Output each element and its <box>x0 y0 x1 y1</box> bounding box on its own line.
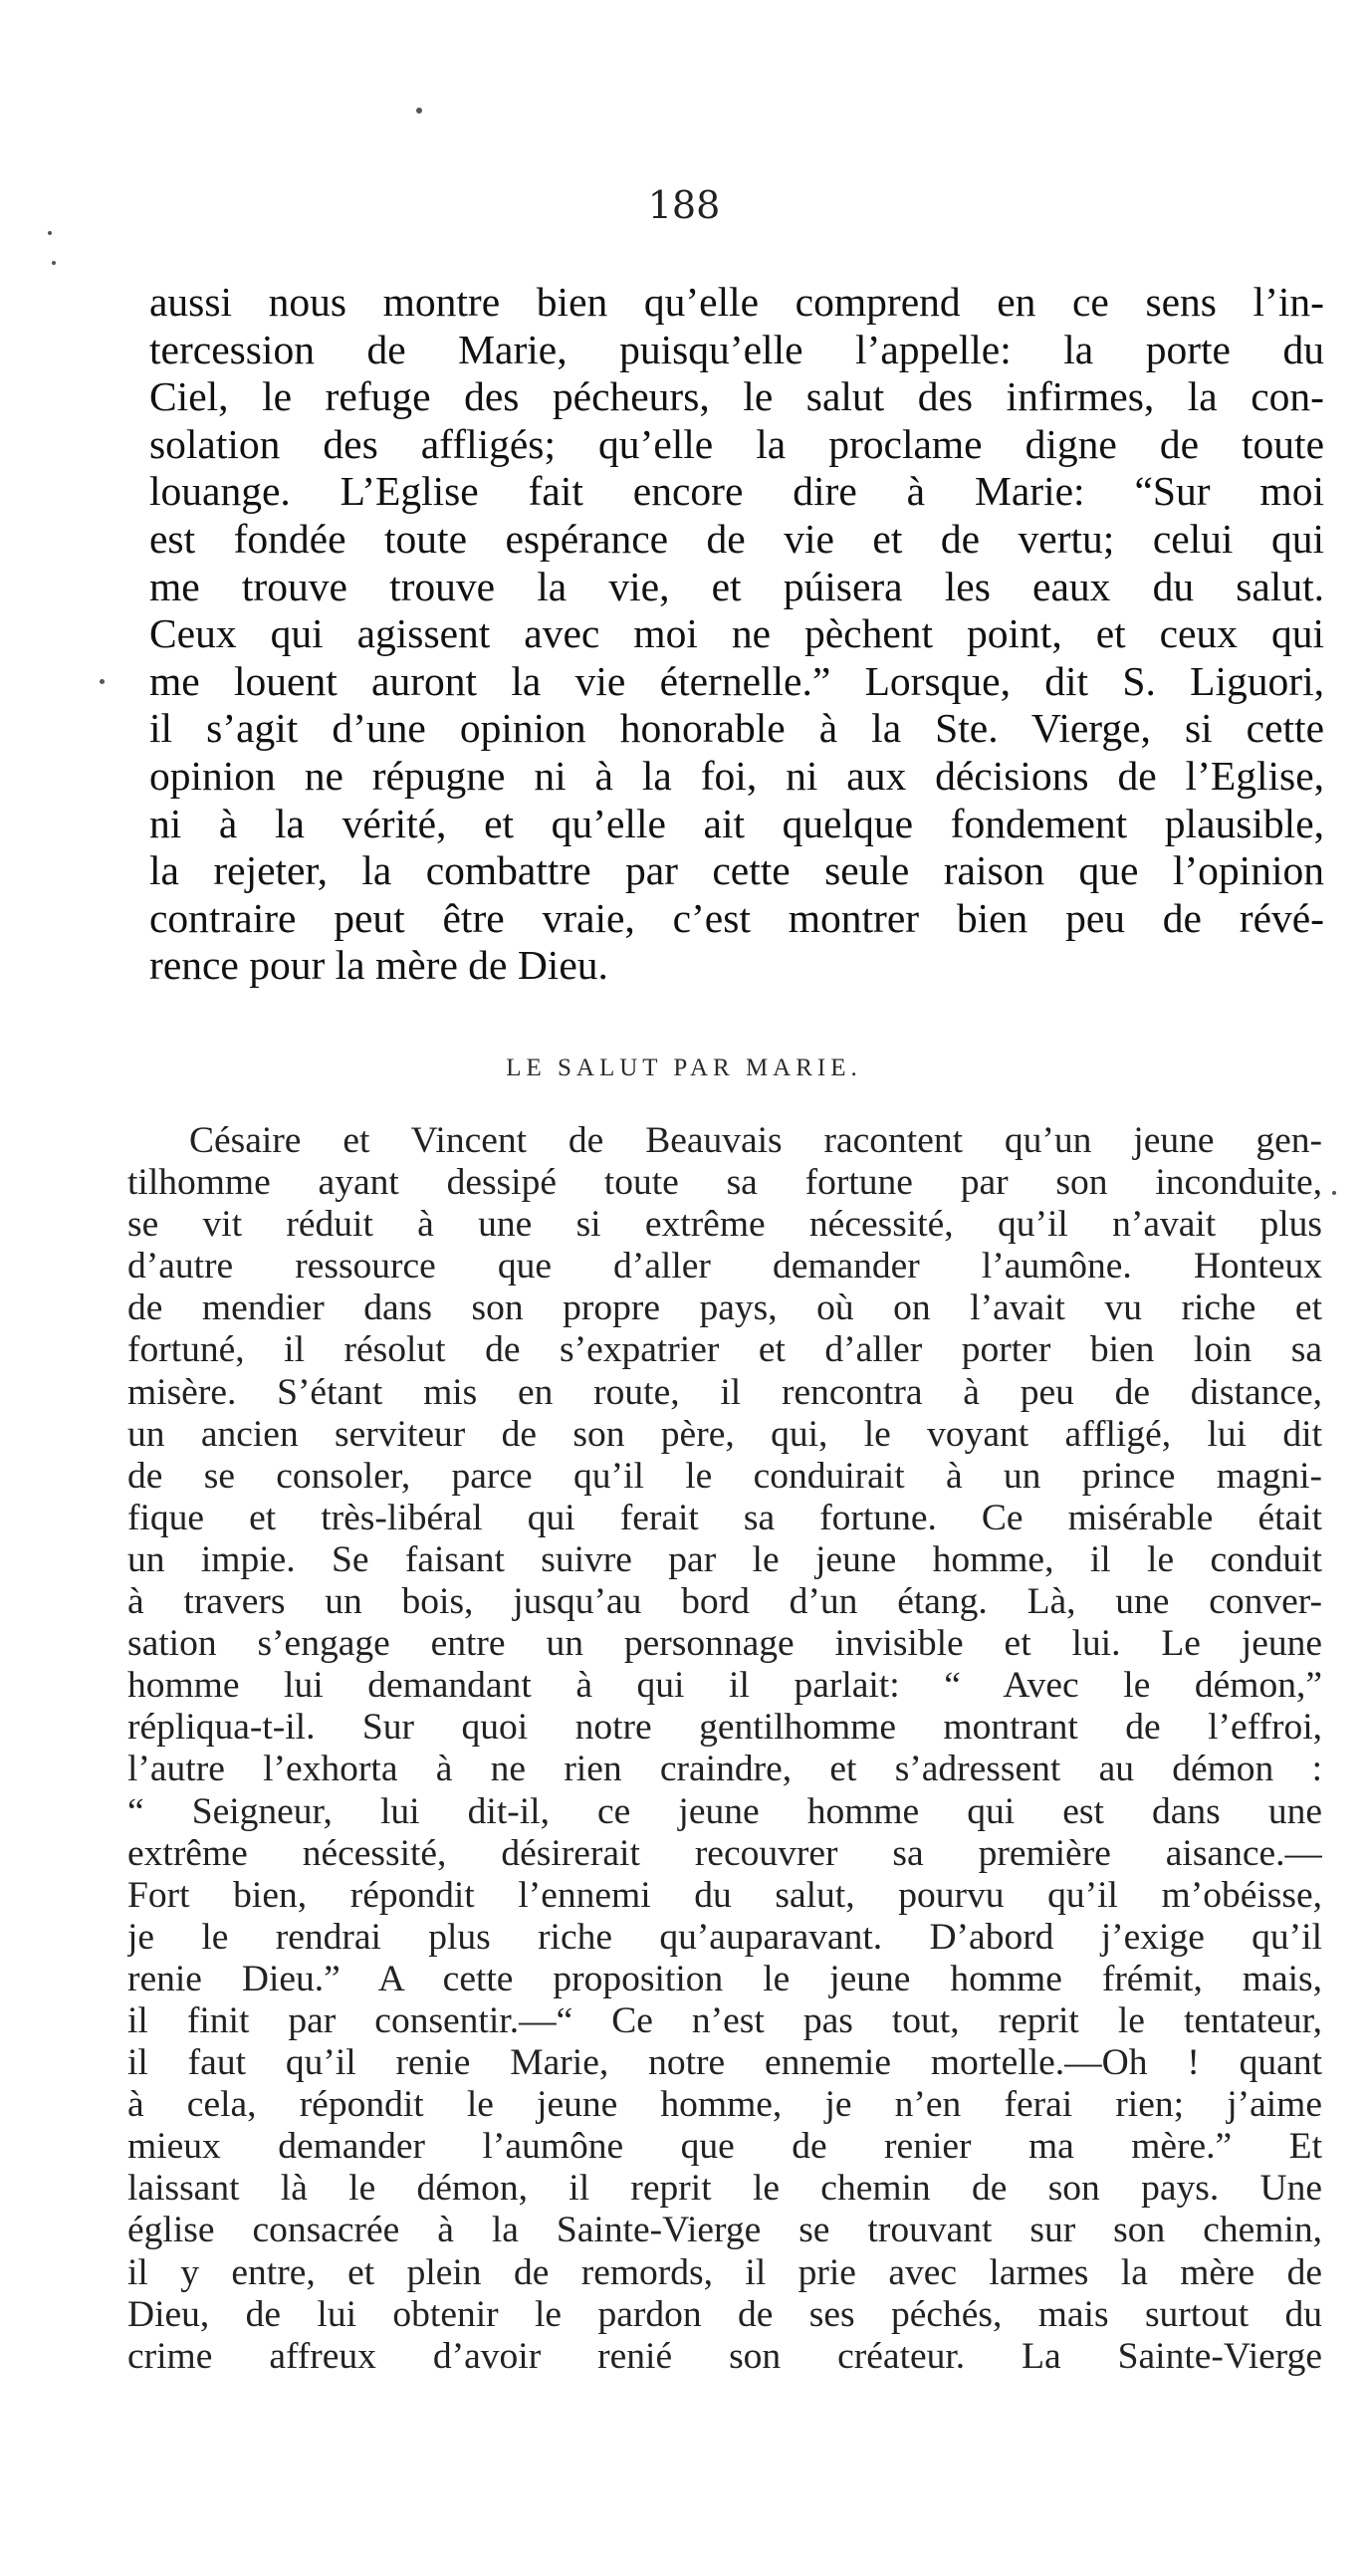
text-line: laissant là le démon, il reprit le chemin de son pays. Une <box>127 2168 1322 2210</box>
text-line: je le rendrai plus riche qu’auparavant. D’abord j’exige qu’il <box>127 1916 1322 1958</box>
text-line: tilhomme ayant dessipé toute sa fortune par son inconduite, <box>127 1162 1322 1204</box>
text-line: un ancien serviteur de son père, qui, le voyant affligé, lui dit <box>127 1413 1322 1455</box>
text-line: contraire peut être vraie, c’est montrer bien peu de révé- <box>149 894 1324 941</box>
page-number: 188 <box>647 183 721 227</box>
text-line: renie Dieu.” A cette proposition le jeune homme frémit, mais, <box>127 1958 1322 1999</box>
text-line: opinion ne répugne ni à la foi, ni aux décisions de l’Eglise, <box>149 752 1324 799</box>
text-line: aussi nous montre bien qu’elle comprend en ce sens l’in- <box>149 279 1324 325</box>
text-line: crime affreux d’avoir renié son créateur. La Sainte-Vierge <box>127 2335 1322 2377</box>
text-line: Fort bien, répondit l’ennemi du salut, pourvu qu’il m’obéisse, <box>127 1874 1322 1916</box>
text-line: il finit par consentir.—“ Ce n’est pas tout, reprit le tentateur, <box>127 1999 1322 2041</box>
text-line: de mendier dans son propre pays, où on l’avait vu riche et <box>127 1288 1322 1329</box>
text-line: un impie. Se faisant suivre par le jeune homme, il le conduit <box>127 1538 1322 1580</box>
text-line: fortuné, il résolut de s’expatrier et d’aller porter bien loin sa <box>127 1329 1322 1371</box>
upper-paragraph <box>149 279 1324 990</box>
text-line: Ciel, le refuge des pécheurs, le salut des infirmes, la con- <box>149 373 1324 420</box>
text-line: misère. S’étant mis en route, il rencontra à peu de distance, <box>127 1371 1322 1413</box>
section-title: LE SALUT PAR MARIE. <box>506 1054 862 1081</box>
text-line: église consacrée à la Sainte-Vierge se trouvant sur son chemin, <box>127 2210 1322 2251</box>
text-line: il faut qu’il renie Marie, notre ennemie mortelle.—Oh ! quant <box>127 2042 1322 2084</box>
text-line: répliqua-t-il. Sur quoi notre gentilhomme montrant de l’effroi, <box>127 1707 1322 1749</box>
text-line: extrême nécessité, désirerait recouvrer sa première aisance.— <box>127 1832 1322 1874</box>
text-line: solation des affligés; qu’elle la proclame digne de toute <box>149 420 1324 467</box>
ink-speck <box>416 108 422 114</box>
lower-paragraph <box>127 1120 1322 2378</box>
text-line: rence pour la mère de Dieu. <box>149 942 608 989</box>
text-line: fique et très-libéral qui ferait sa fortune. Ce misérable était <box>127 1497 1322 1538</box>
text-line: Dieu, de lui obtenir le pardon de ses péchés, mais surtout du <box>127 2293 1322 2335</box>
text-line: est fondée toute espérance de vie et de vertu; celui qui <box>149 515 1324 562</box>
text-line: à travers un bois, jusqu’au bord d’un étang. Là, une conver- <box>127 1581 1322 1623</box>
text-line: homme lui demandant à qui il parlait: “ Avec le démon,” <box>127 1665 1322 1707</box>
text-line: d’autre ressource que d’aller demander l’aumône. Honteux <box>127 1246 1322 1288</box>
text-line: la rejeter, la combattre par cette seule raison que l’opinion <box>149 847 1324 894</box>
text-line: me trouve trouve la vie, et púisera les eaux du salut. <box>149 563 1324 609</box>
text-line: il y entre, et plein de remords, il prie avec larmes la mère de <box>127 2251 1322 2293</box>
ink-speck <box>100 679 105 684</box>
text-line: se vit réduit à une si extrême nécessité, qu’il n’avait plus <box>127 1204 1322 1246</box>
text-line: Ceux qui agissent avec moi ne pèchent point, et ceux qui <box>149 610 1324 657</box>
text-line: tercession de Marie, puisqu’elle l’appelle: la porte du <box>149 326 1324 372</box>
ink-speck <box>1332 1191 1336 1195</box>
text-line: ni à la vérité, et qu’elle ait quelque fondement plausible, <box>149 800 1324 846</box>
text-line: il s’agit d’une opinion honorable à la Ste. Vierge, si cette <box>149 705 1324 752</box>
text-line: me louent auront la vie éternelle.” Lorsque, dit S. Liguori, <box>149 657 1324 704</box>
text-line: l’autre l’exhorta à ne rien craindre, et s’adressent au démon : <box>127 1749 1322 1790</box>
text-line: louange. L’Eglise fait encore dire à Marie: “Sur moi <box>149 468 1324 515</box>
text-line: “ Seigneur, lui dit-il, ce jeune homme qui est dans une <box>127 1790 1322 1832</box>
text-line: de se consoler, parce qu’il le conduirait à un prince magni- <box>127 1455 1322 1497</box>
text-line: mieux demander l’aumône que de renier ma mère.” Et <box>127 2126 1322 2168</box>
ink-speck <box>52 261 56 265</box>
text-line: sation s’engage entre un personnage invisible et lui. Le jeune <box>127 1623 1322 1665</box>
ink-speck <box>48 231 52 235</box>
text-line: Césaire et Vincent de Beauvais racontent qu’un jeune gen- <box>189 1120 1322 1161</box>
text-line: à cela, répondit le jeune homme, je n’en ferai rien; j’aime <box>127 2084 1322 2126</box>
